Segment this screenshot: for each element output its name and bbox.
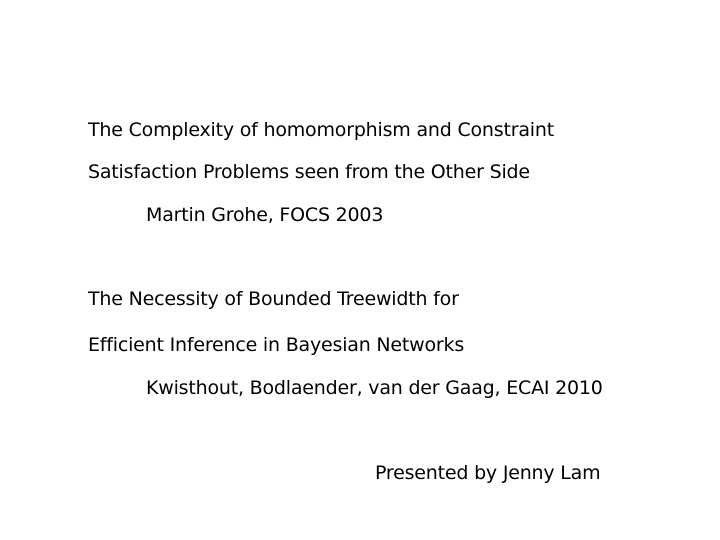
paper2-title-line1: The Necessity of Bounded Treewidth for: [88, 288, 459, 310]
paper1-title-line2: Satisfaction Problems seen from the Other Side: [88, 161, 530, 183]
presenter-credit: Presented by Jenny Lam: [375, 462, 601, 484]
paper2-citation: Kwisthout, Bodlaender, van der Gaag, ECAI 2010: [146, 377, 603, 399]
paper1-title-line1: The Complexity of homomorphism and Constraint: [88, 119, 554, 141]
paper1-citation: Martin Grohe, FOCS 2003: [146, 204, 384, 226]
paper2-title-line2: Efficient Inference in Bayesian Networks: [88, 334, 465, 356]
